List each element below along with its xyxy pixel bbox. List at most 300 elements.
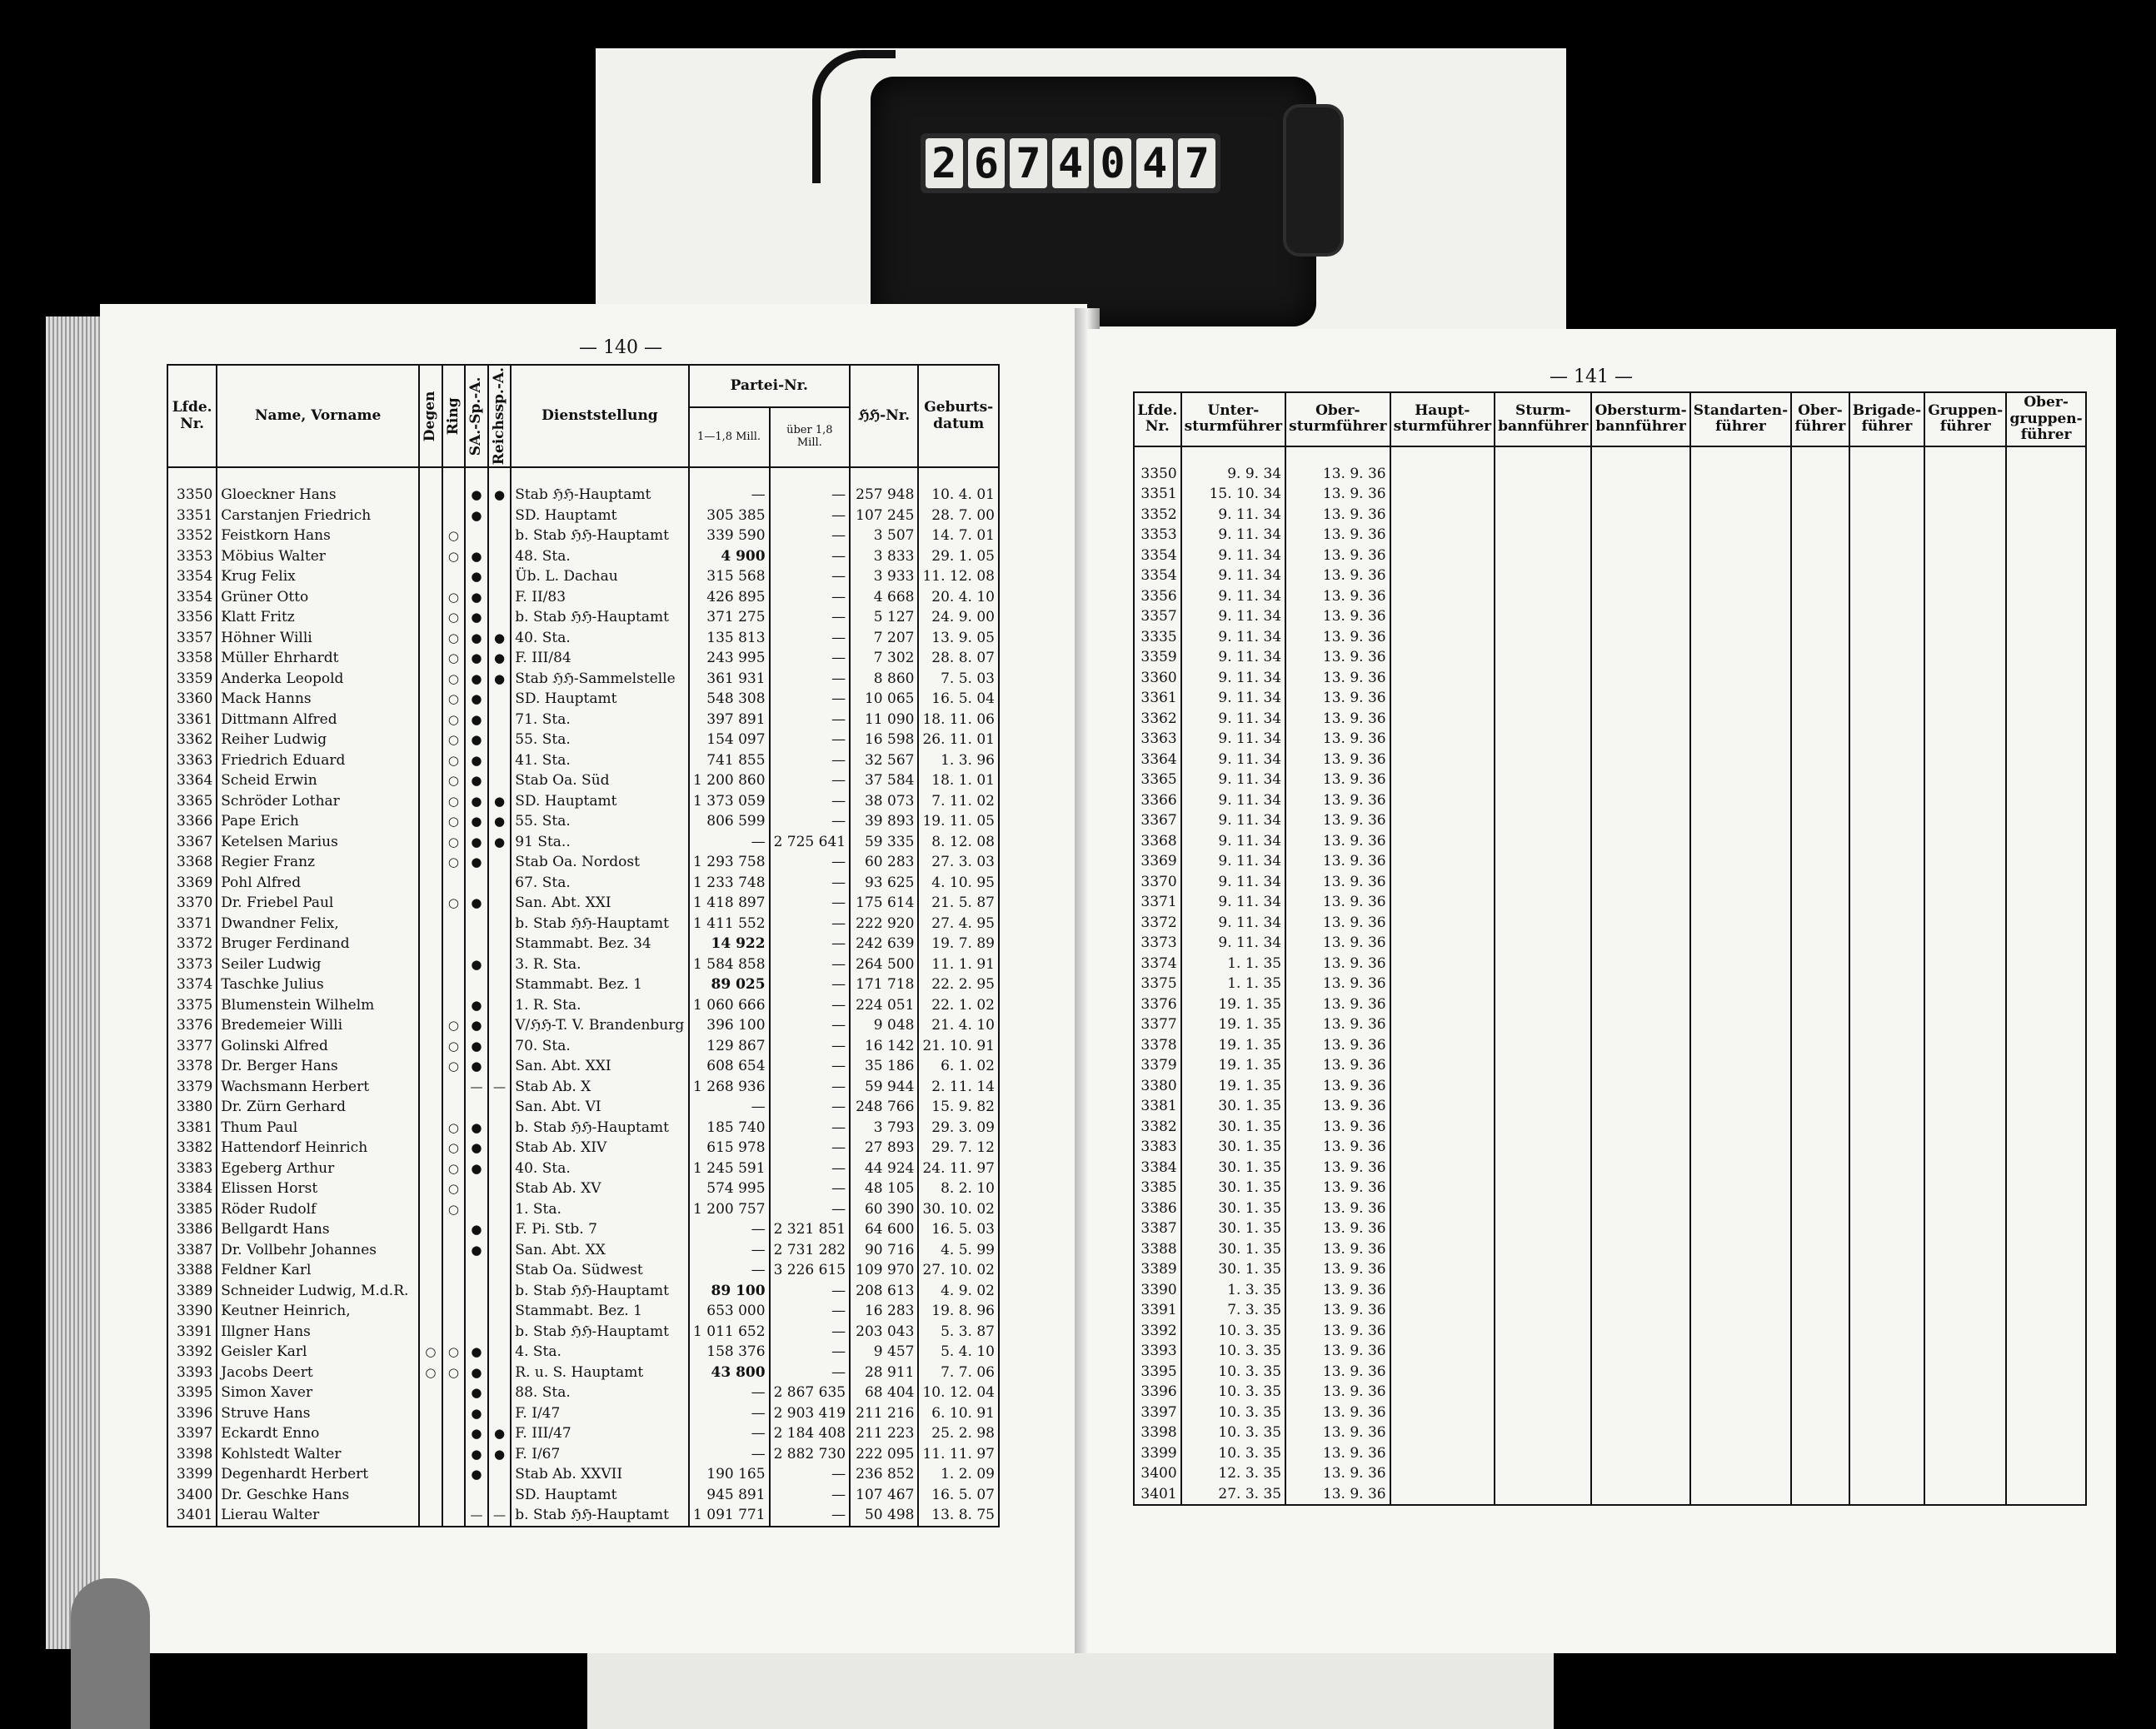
partei-high-cell: —	[770, 893, 851, 914]
degen-cell	[419, 852, 442, 873]
empty-rank-cell	[1390, 1484, 1495, 1506]
partei-high-cell: —	[770, 974, 851, 995]
empty-rank-cell	[1924, 525, 2006, 546]
col-ss-nr: ℌℌ-Nr.	[850, 365, 918, 467]
name-cell: Golinski Alfred	[217, 1036, 419, 1057]
dienststellung-cell: Stammabt. Bez. 1	[511, 974, 688, 995]
empty-rank-cell	[1849, 1443, 1925, 1464]
empty-rank-cell	[1495, 831, 1591, 852]
reichssp-cell	[488, 526, 512, 546]
table-row	[1134, 1300, 2086, 1321]
ss-nr-cell: 9 048	[850, 1015, 918, 1036]
empty-rank-cell	[1849, 770, 1925, 790]
ring-cell: ○	[442, 1199, 466, 1220]
reichssp-cell	[488, 1464, 512, 1485]
empty-rank-cell	[1390, 505, 1495, 526]
geburtsdatum-cell: 18. 11. 06	[918, 710, 999, 730]
partei-low-cell: —	[689, 1097, 770, 1118]
empty-rank-cell	[1690, 1484, 1791, 1506]
degen-cell	[419, 770, 442, 791]
partei-low-cell: 89 100	[689, 1281, 770, 1302]
empty-rank-cell	[1591, 1300, 1689, 1321]
dienststellung-cell: 41. Sta.	[511, 750, 688, 771]
obersturmfuehrer-cell: 13. 9. 36	[1285, 1341, 1390, 1362]
empty-rank-cell	[1690, 1239, 1791, 1260]
degen-cell	[419, 506, 442, 526]
table-row	[167, 1118, 999, 1139]
empty-rank-cell	[2006, 1341, 2086, 1362]
spacer-cell	[1690, 446, 1791, 464]
empty-rank-cell	[2006, 851, 2086, 872]
dienststellung-cell: Stab Ab. X	[511, 1077, 688, 1098]
empty-rank-cell	[2006, 1055, 2086, 1076]
lfde-cell: 3386	[167, 1219, 217, 1240]
empty-rank-cell	[2006, 1239, 2086, 1260]
table-row	[1134, 831, 2086, 852]
dienststellung-cell: San. Abt. VI	[511, 1097, 688, 1118]
empty-rank-cell	[1495, 1300, 1591, 1321]
empty-rank-cell	[1791, 1178, 1849, 1198]
partei-low-cell: 1 245 591	[689, 1158, 770, 1179]
lfde-cell: 3364	[1134, 750, 1181, 770]
lfde-cell: 3388	[167, 1260, 217, 1281]
lfde-cell: 3359	[1134, 647, 1181, 668]
dienststellung-cell: 88. Sta.	[511, 1383, 688, 1403]
partei-low-cell: 741 855	[689, 750, 770, 771]
sa-sp-cell: ●	[465, 648, 488, 669]
empty-rank-cell	[1591, 1239, 1689, 1260]
empty-rank-cell	[2006, 1259, 2086, 1280]
dienststellung-cell: b. Stab ℌℌ-Hauptamt	[511, 607, 688, 628]
empty-rank-cell	[1495, 1158, 1591, 1178]
table-row	[1134, 1362, 2086, 1383]
empty-rank-cell	[1690, 913, 1791, 934]
partei-low-cell: —	[689, 1403, 770, 1424]
sa-sp-cell	[465, 1199, 488, 1220]
empty-rank-cell	[1495, 1239, 1591, 1260]
spacer-cell	[689, 467, 770, 485]
empty-rank-cell	[1495, 709, 1591, 730]
empty-rank-cell	[1495, 750, 1591, 770]
empty-rank-cell	[1390, 750, 1495, 770]
empty-rank-cell	[2006, 831, 2086, 852]
partei-low-cell: —	[689, 485, 770, 506]
obersturmfuehrer-cell: 13. 9. 36	[1285, 1382, 1390, 1403]
lfde-cell: 3354	[167, 587, 217, 608]
empty-rank-cell	[1791, 1137, 1849, 1158]
ss-nr-cell: 7 207	[850, 628, 918, 649]
partei-low-cell: 135 813	[689, 628, 770, 649]
ring-cell	[442, 1485, 466, 1506]
table-row	[167, 669, 999, 690]
geburtsdatum-cell: 27. 10. 02	[918, 1260, 999, 1281]
reichssp-cell	[488, 1138, 512, 1158]
empty-rank-cell	[1591, 627, 1689, 648]
table-row	[167, 689, 999, 710]
ss-nr-cell: 211 216	[850, 1403, 918, 1424]
empty-rank-cell	[1495, 1259, 1591, 1280]
geburtsdatum-cell: 11. 12. 08	[918, 566, 999, 587]
ss-nr-cell: 37 584	[850, 770, 918, 791]
empty-rank-cell	[1924, 1484, 2006, 1506]
lfde-cell: 3379	[1134, 1055, 1181, 1076]
empty-rank-cell	[1924, 1096, 2006, 1117]
partei-high-cell: —	[770, 1097, 851, 1118]
col-standartenfuehrer: Standarten-führer	[1690, 392, 1791, 446]
sa-sp-cell: ●	[465, 669, 488, 690]
degen-cell	[419, 1118, 442, 1139]
geburtsdatum-cell: 24. 11. 97	[918, 1158, 999, 1179]
empty-rank-cell	[1924, 974, 2006, 994]
ring-cell	[442, 1097, 466, 1118]
geburtsdatum-cell: 18. 1. 01	[918, 770, 999, 791]
lfde-cell: 3400	[167, 1485, 217, 1506]
empty-rank-cell	[1924, 1362, 2006, 1383]
empty-rank-cell	[1390, 668, 1495, 689]
degen-cell	[419, 607, 442, 628]
ss-nr-cell: 60 283	[850, 852, 918, 873]
partei-low-cell: 315 568	[689, 566, 770, 587]
untersturmfuehrer-cell: 9. 11. 34	[1181, 688, 1285, 709]
sa-sp-cell: ●	[465, 1219, 488, 1240]
empty-rank-cell	[1591, 586, 1689, 607]
reichssp-cell	[488, 954, 512, 975]
reichssp-cell	[488, 1199, 512, 1220]
empty-rank-cell	[1390, 790, 1495, 811]
empty-rank-cell	[1390, 647, 1495, 668]
untersturmfuehrer-cell: 10. 3. 35	[1181, 1321, 1285, 1342]
table-row	[1134, 647, 2086, 668]
table-row	[1134, 1198, 2086, 1219]
empty-rank-cell	[1591, 913, 1689, 934]
untersturmfuehrer-cell: 10. 3. 35	[1181, 1341, 1285, 1362]
table-row	[167, 1240, 999, 1261]
table-row	[167, 1036, 999, 1057]
empty-rank-cell	[1690, 1096, 1791, 1117]
table-row	[1134, 1484, 2086, 1506]
ring-cell	[442, 1505, 466, 1527]
table-row	[167, 1464, 999, 1485]
untersturmfuehrer-cell: 9. 11. 34	[1181, 750, 1285, 770]
empty-rank-cell	[1495, 1443, 1591, 1464]
sa-sp-cell: ●	[465, 1015, 488, 1036]
partei-low-cell: 1 411 552	[689, 914, 770, 934]
empty-rank-cell	[1849, 933, 1925, 954]
ring-cell	[442, 995, 466, 1016]
right-ledger-table	[1133, 391, 2087, 1506]
name-cell: Feldner Karl	[217, 1260, 419, 1281]
table-row	[1134, 1178, 2086, 1198]
reichssp-cell	[488, 934, 512, 954]
ss-nr-cell: 10 065	[850, 689, 918, 710]
name-cell: Regier Franz	[217, 852, 419, 873]
obersturmfuehrer-cell: 13. 9. 36	[1285, 586, 1390, 607]
obersturmfuehrer-cell: 13. 9. 36	[1285, 913, 1390, 934]
empty-rank-cell	[1690, 1443, 1791, 1464]
lfde-cell: 3368	[167, 852, 217, 873]
empty-rank-cell	[1591, 1178, 1689, 1198]
dienststellung-cell: 71. Sta.	[511, 710, 688, 730]
table-row	[167, 1444, 999, 1465]
lfde-cell: 3390	[167, 1301, 217, 1322]
dienststellung-cell: b. Stab ℌℌ-Hauptamt	[511, 1322, 688, 1343]
partei-high-cell: —	[770, 730, 851, 750]
untersturmfuehrer-cell: 7. 3. 35	[1181, 1300, 1285, 1321]
empty-rank-cell	[1924, 1218, 2006, 1239]
name-cell: Höhner Willi	[217, 628, 419, 649]
empty-rank-cell	[1849, 1321, 1925, 1342]
geburtsdatum-cell: 5. 3. 87	[918, 1322, 999, 1343]
empty-rank-cell	[1495, 1178, 1591, 1198]
empty-rank-cell	[1791, 1280, 1849, 1301]
table-row	[1134, 464, 2086, 485]
empty-rank-cell	[1390, 1362, 1495, 1383]
ring-cell	[442, 1403, 466, 1424]
partei-high-cell: —	[770, 1077, 851, 1098]
empty-rank-cell	[1390, 954, 1495, 974]
empty-rank-cell	[1390, 606, 1495, 627]
table-row	[167, 934, 999, 954]
table-row	[167, 1260, 999, 1281]
untersturmfuehrer-cell: 9. 11. 34	[1181, 546, 1285, 566]
counter-digit: 4	[1052, 138, 1090, 188]
reichssp-cell	[488, 974, 512, 995]
table-row	[167, 1505, 999, 1527]
name-cell: Schneider Ludwig, M.d.R.	[217, 1281, 419, 1302]
untersturmfuehrer-cell: 9. 11. 34	[1181, 872, 1285, 893]
empty-rank-cell	[1495, 1137, 1591, 1158]
header-row	[1134, 392, 2086, 446]
empty-rank-cell	[1591, 974, 1689, 994]
table-row	[167, 893, 999, 914]
reichssp-cell	[488, 1485, 512, 1506]
untersturmfuehrer-cell: 30. 1. 35	[1181, 1117, 1285, 1138]
reichssp-cell	[488, 1015, 512, 1036]
ss-nr-cell: 28 911	[850, 1363, 918, 1383]
empty-rank-cell	[1791, 1055, 1849, 1076]
name-cell: Blumenstein Wilhelm	[217, 995, 419, 1016]
empty-rank-cell	[2006, 1484, 2086, 1506]
empty-rank-cell	[1390, 1239, 1495, 1260]
empty-rank-cell	[1849, 1484, 1925, 1506]
spacer-cell	[1134, 446, 1181, 464]
obersturmfuehrer-cell: 13. 9. 36	[1285, 1239, 1390, 1260]
untersturmfuehrer-cell: 9. 11. 34	[1181, 913, 1285, 934]
geburtsdatum-cell: 16. 5. 04	[918, 689, 999, 710]
table-row	[167, 628, 999, 649]
lfde-cell: 3397	[167, 1423, 217, 1444]
paper-slip	[587, 1649, 1554, 1729]
table-row	[1134, 933, 2086, 954]
lfde-cell: 3361	[167, 710, 217, 730]
empty-rank-cell	[1390, 586, 1495, 607]
dienststellung-cell: Stab Oa. Nordost	[511, 852, 688, 873]
partei-low-cell: 945 891	[689, 1485, 770, 1506]
spacer-cell	[850, 467, 918, 485]
col-gruppenfuehrer: Gruppen-führer	[1924, 392, 2006, 446]
empty-rank-cell	[1924, 546, 2006, 566]
table-row	[167, 811, 999, 832]
empty-rank-cell	[1849, 1463, 1925, 1484]
left-table-body	[167, 467, 999, 1527]
empty-rank-cell	[2006, 1117, 2086, 1138]
empty-rank-cell	[1924, 1117, 2006, 1138]
name-cell: Reiher Ludwig	[217, 730, 419, 750]
degen-cell	[419, 587, 442, 608]
table-row	[1134, 872, 2086, 893]
reichssp-cell	[488, 1301, 512, 1322]
empty-rank-cell	[1390, 1158, 1495, 1178]
name-cell: Dr. Zürn Gerhard	[217, 1097, 419, 1118]
empty-rank-cell	[1849, 484, 1925, 505]
empty-rank-cell	[1495, 1321, 1591, 1342]
reichssp-cell	[488, 689, 512, 710]
sa-sp-cell: ●	[465, 893, 488, 914]
empty-rank-cell	[1791, 647, 1849, 668]
lfde-cell: 3356	[167, 607, 217, 628]
lfde-cell: 3354	[1134, 566, 1181, 586]
degen-cell: ○	[419, 1342, 442, 1363]
dienststellung-cell: Stab ℌℌ-Sammelstelle	[511, 669, 688, 690]
table-row	[167, 995, 999, 1016]
dienststellung-cell: b. Stab ℌℌ-Hauptamt	[511, 1281, 688, 1302]
untersturmfuehrer-cell: 9. 11. 34	[1181, 851, 1285, 872]
empty-rank-cell	[1924, 1341, 2006, 1362]
empty-rank-cell	[1924, 1423, 2006, 1443]
counter-digit: 0	[1094, 138, 1131, 188]
empty-rank-cell	[1591, 1382, 1689, 1403]
table-row	[167, 791, 999, 812]
empty-rank-cell	[1495, 1055, 1591, 1076]
lfde-cell: 3372	[167, 934, 217, 954]
dienststellung-cell: Stammabt. Bez. 1	[511, 1301, 688, 1322]
partei-high-cell: —	[770, 710, 851, 730]
empty-rank-cell	[1591, 892, 1689, 913]
empty-rank-cell	[1495, 1280, 1591, 1301]
table-row	[167, 1301, 999, 1322]
partei-low-cell: 190 165	[689, 1464, 770, 1485]
geburtsdatum-cell: 28. 7. 00	[918, 506, 999, 526]
partei-high-cell: 2 867 635	[770, 1383, 851, 1403]
empty-rank-cell	[1849, 606, 1925, 627]
empty-rank-cell	[1495, 1035, 1591, 1056]
spacer-cell	[442, 467, 466, 485]
empty-rank-cell	[1495, 974, 1591, 994]
table-row	[1134, 546, 2086, 566]
sa-sp-cell	[465, 934, 488, 954]
lfde-cell: 3372	[1134, 913, 1181, 934]
degen-cell	[419, 1036, 442, 1057]
table-row	[167, 1485, 999, 1506]
col-obergruppenfuehrer: Ober-gruppen-führer	[2006, 392, 2086, 446]
empty-rank-cell	[1495, 688, 1591, 709]
ring-cell: ○	[442, 832, 466, 853]
empty-rank-cell	[1591, 1259, 1689, 1280]
geburtsdatum-cell: 7. 5. 03	[918, 669, 999, 690]
empty-rank-cell	[1791, 1443, 1849, 1464]
empty-rank-cell	[2006, 892, 2086, 913]
degen-cell	[419, 566, 442, 587]
table-row	[167, 1158, 999, 1179]
reichssp-cell	[488, 1097, 512, 1118]
empty-rank-cell	[1849, 546, 1925, 566]
reichssp-cell	[488, 1056, 512, 1077]
ss-nr-cell: 68 404	[850, 1383, 918, 1403]
name-cell: Gloeckner Hans	[217, 485, 419, 506]
empty-rank-cell	[2006, 1382, 2086, 1403]
degen-cell	[419, 914, 442, 934]
empty-rank-cell	[1849, 913, 1925, 934]
empty-rank-cell	[1924, 586, 2006, 607]
reichssp-cell	[488, 546, 512, 567]
lfde-cell: 3396	[1134, 1382, 1181, 1403]
lfde-cell: 3373	[167, 954, 217, 975]
sa-sp-cell: ●	[465, 587, 488, 608]
ss-nr-cell: 27 893	[850, 1138, 918, 1158]
empty-rank-cell	[1690, 546, 1791, 566]
geburtsdatum-cell: 29. 1. 05	[918, 546, 999, 567]
empty-rank-cell	[1591, 1158, 1689, 1178]
col-sa-sp: SA.-Sp.-A.	[465, 365, 488, 467]
partei-high-cell: —	[770, 1464, 851, 1485]
lfde-cell: 3384	[167, 1178, 217, 1199]
empty-rank-cell	[1924, 1014, 2006, 1035]
empty-rank-cell	[1591, 954, 1689, 974]
empty-rank-cell	[1849, 892, 1925, 913]
empty-rank-cell	[1690, 892, 1791, 913]
empty-rank-cell	[1690, 484, 1791, 505]
partei-high-cell: —	[770, 1036, 851, 1057]
ss-nr-cell: 16 142	[850, 1036, 918, 1057]
geburtsdatum-cell: 19. 8. 96	[918, 1301, 999, 1322]
name-cell: Bellgardt Hans	[217, 1219, 419, 1240]
lfde-cell: 3378	[1134, 1035, 1181, 1056]
col-degen: Degen	[419, 365, 442, 467]
empty-rank-cell	[1924, 668, 2006, 689]
empty-rank-cell	[1849, 750, 1925, 770]
reichssp-cell: ●	[488, 1444, 512, 1465]
empty-rank-cell	[1390, 484, 1495, 505]
lfde-cell: 3400	[1134, 1463, 1181, 1484]
col-hauptsturmfuehrer: Haupt-sturmführer	[1390, 392, 1495, 446]
partei-high-cell: —	[770, 526, 851, 546]
obersturmfuehrer-cell: 13. 9. 36	[1285, 851, 1390, 872]
sa-sp-cell: ●	[465, 791, 488, 812]
partei-low-cell: 339 590	[689, 526, 770, 546]
geburtsdatum-cell: 27. 4. 95	[918, 914, 999, 934]
obersturmfuehrer-cell: 13. 9. 36	[1285, 668, 1390, 689]
empty-rank-cell	[1924, 709, 2006, 730]
reichssp-cell	[488, 750, 512, 771]
lfde-cell: 3389	[1134, 1259, 1181, 1280]
ss-nr-cell: 257 948	[850, 485, 918, 506]
table-row	[167, 607, 999, 628]
obersturmfuehrer-cell: 13. 9. 36	[1285, 1280, 1390, 1301]
reichssp-cell: ●	[488, 669, 512, 690]
sa-sp-cell	[465, 1281, 488, 1302]
partei-high-cell: 2 725 641	[770, 832, 851, 853]
dienststellung-cell: Stab Ab. XIV	[511, 1138, 688, 1158]
table-row	[1134, 954, 2086, 974]
degen-cell	[419, 1505, 442, 1527]
geburtsdatum-cell: 28. 8. 07	[918, 648, 999, 669]
table-row	[1134, 790, 2086, 811]
ss-nr-cell: 35 186	[850, 1056, 918, 1077]
reichssp-cell: ●	[488, 832, 512, 853]
geburtsdatum-cell: 22. 1. 02	[918, 995, 999, 1016]
degen-cell	[419, 791, 442, 812]
partei-low-cell: 548 308	[689, 689, 770, 710]
